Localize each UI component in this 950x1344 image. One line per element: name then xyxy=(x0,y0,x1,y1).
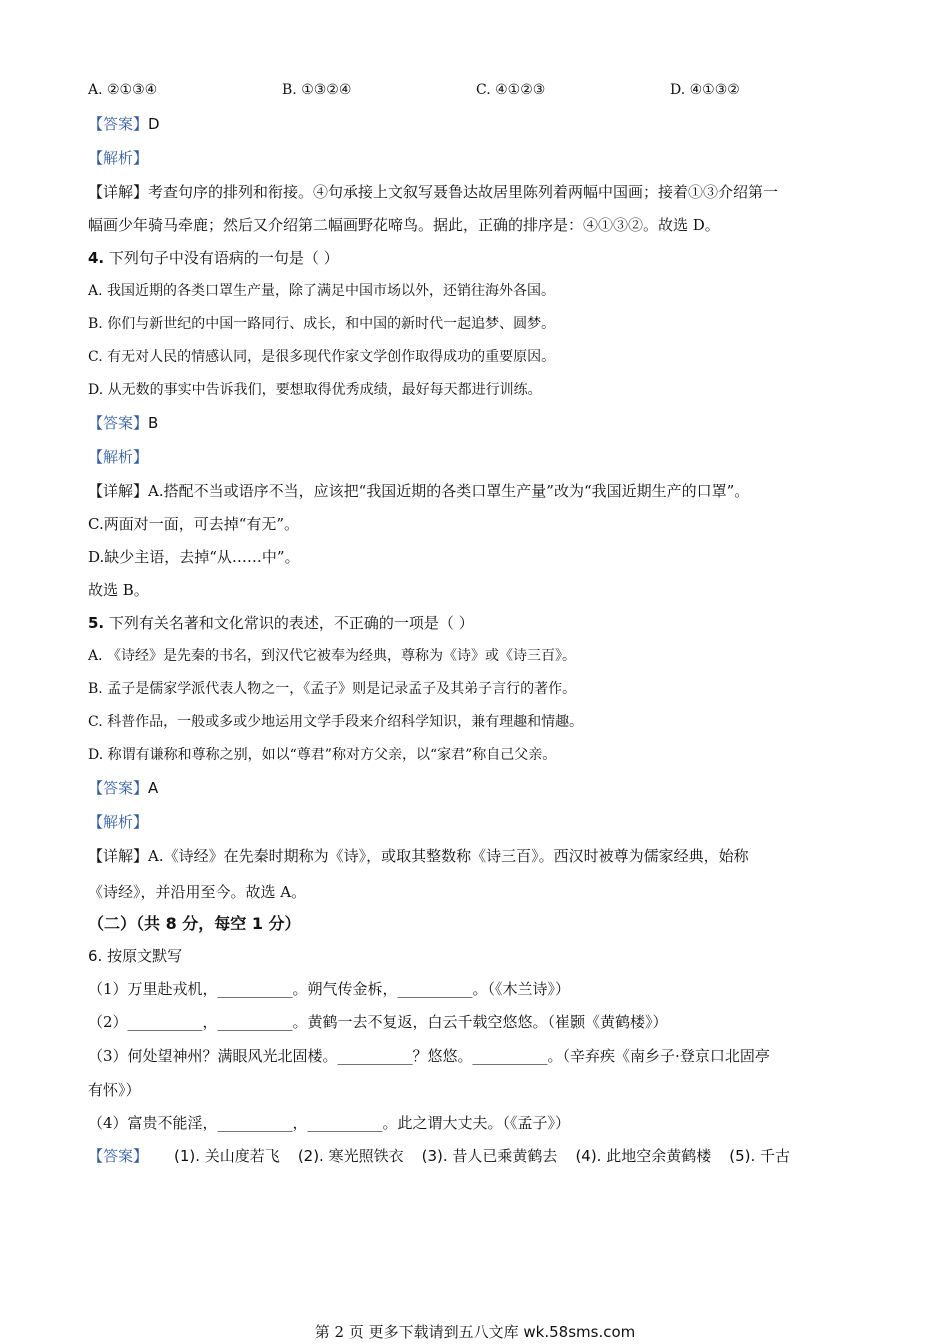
q4-option-b: B. 你们与新世纪的中国一路同行、成长，和中国的新时代一起追梦、圆梦。 xyxy=(88,316,556,332)
document-page xyxy=(88,76,868,1166)
detail-tag: 【详解】 xyxy=(88,183,149,201)
footer-site-link[interactable]: wk.58sms.com xyxy=(523,1323,636,1341)
q6-stem: 6. 按原文默写 xyxy=(88,947,183,965)
q5-option-a: A. 《诗经》是先秦的书名，到汉代它被奉为经典，尊称为《诗》或《诗三百》。 xyxy=(88,648,577,664)
q4-stem: 4. 下列句子中没有语病的一句是（ ） xyxy=(88,249,339,267)
q5-stem: 5. 下列有关名著和文化常识的表述，不正确的一项是（ ） xyxy=(88,614,474,632)
q5-detail-line-1: 【详解】A.《诗经》在先秦时期称为《诗》，或取其整数称《诗三百》。西汉时被尊为儒家经典，始称 xyxy=(88,847,749,865)
q6-item-3-cont: 有怀》） xyxy=(88,1081,141,1099)
q6-item-2: （2）__________，__________。黄鹤一去不复返，白云千载空悠悠。（崔颢《黄鹤楼》） xyxy=(88,1013,668,1031)
q4-detail-line-2: C.两面对一面，可去掉“有无”。 xyxy=(88,515,300,533)
q4-analysis-tag: 【解析】 xyxy=(88,448,149,466)
q6-item-1: （1）万里赴戎机，__________。朔气传金柝，__________。（《木兰诗》） xyxy=(88,980,571,998)
q4-option-d: D. 从无数的事实中告诉我们，要想取得优秀成绩，最好每天都进行训练。 xyxy=(88,382,542,398)
q5-option-c: C. 科普作品，一般或多或少地运用文学手段来介绍科学知识，兼有理趣和情趣。 xyxy=(88,714,584,730)
q4-detail-line-3: D.缺少主语，去掉“从……中”。 xyxy=(88,548,300,566)
answer-tag: 【答案】 xyxy=(88,414,149,432)
section-heading: （二）（共 8 分，每空 1 分） xyxy=(88,914,301,933)
q4-option-a: A. 我国近期的各类口罩生产量，除了满足中国市场以外，还销往海外各国。 xyxy=(88,283,556,299)
q5-option-d: D. 称谓有谦称和尊称之别，如以“尊君”称对方父亲，以“家君”称自己父亲。 xyxy=(88,747,557,763)
answer-tag: 【答案】 xyxy=(88,1147,149,1165)
page-footer xyxy=(0,1322,950,1342)
page-number: 第 2 页 xyxy=(314,1323,364,1341)
q3-option-d: D. ④①③② xyxy=(670,82,740,98)
question-number: 5. xyxy=(88,614,105,632)
q6-item-4: （4）富贵不能淫，__________，__________。此之谓大丈夫。（《孟子》） xyxy=(88,1114,571,1132)
q3-option-c: C. ④①②③ xyxy=(476,82,546,98)
detail-tag: 【详解】 xyxy=(88,482,149,500)
q3-detail-line-1: 【详解】考查句序的排列和衔接。④句承接上文叙写聂鲁达故居里陈列着两幅中国画；接着①③介绍第一 xyxy=(88,183,779,201)
q4-option-c: C. 有无对人民的情感认同，是很多现代作家文学创作取得成功的重要原因。 xyxy=(88,349,556,365)
q5-option-b: B. 孟子是儒家学派代表人物之一，《孟子》则是记录孟子及其弟子言行的著作。 xyxy=(88,681,577,697)
q6-answer-4: (4). 此地空余黄鹤楼 xyxy=(575,1147,712,1165)
answer-value: D xyxy=(148,115,160,133)
q3-detail-line-2: 幅画少年骑马牵鹿；然后又介绍第二幅画野花啼鸟。据此，正确的排序是：④①③②。故选 D。 xyxy=(88,216,720,234)
footer-more-text: 更多下载请到五八文库 xyxy=(368,1323,519,1341)
q6-answer xyxy=(88,1146,868,1166)
q5-answer xyxy=(88,778,868,798)
q3-options xyxy=(88,80,868,100)
question-number: 6. xyxy=(88,947,103,965)
q6-answer-5: (5). 千古 xyxy=(729,1147,791,1165)
q5-detail-line-2: 《诗经》，并沿用至今。故选 A。 xyxy=(88,883,307,901)
q4-detail-line-1: 【详解】A.搭配不当或语序不当，应该把“我国近期的各类口罩生产量”改为“我国近期生产的口罩”。 xyxy=(88,482,750,500)
answer-value: A xyxy=(148,779,159,797)
q6-item-3: （3）何处望神州？满眼风光北固楼。__________？悠悠。__________。（辛弃疾《南乡子·登京口北固亭 xyxy=(88,1047,770,1065)
q6-answer-2: (2). 寒光照铁衣 xyxy=(297,1147,404,1165)
answer-tag: 【答案】 xyxy=(88,779,149,797)
question-number: 4. xyxy=(88,249,105,267)
q3-answer xyxy=(88,114,868,134)
q6-answer-1: (1). 关山度若飞 xyxy=(174,1147,280,1165)
q5-analysis-tag: 【解析】 xyxy=(88,813,149,831)
q4-detail-line-4: 故选 B。 xyxy=(88,581,149,599)
answer-tag: 【答案】 xyxy=(88,115,149,133)
q6-answer-3: (3). 昔人已乘黄鹤去 xyxy=(421,1147,558,1165)
q3-option-a: A. ②①③④ xyxy=(88,82,158,98)
answer-value: B xyxy=(148,414,159,432)
q3-analysis-tag: 【解析】 xyxy=(88,149,149,167)
detail-tag: 【详解】 xyxy=(88,847,149,865)
q3-option-b: B. ①③②④ xyxy=(282,82,352,98)
q4-answer xyxy=(88,413,868,433)
